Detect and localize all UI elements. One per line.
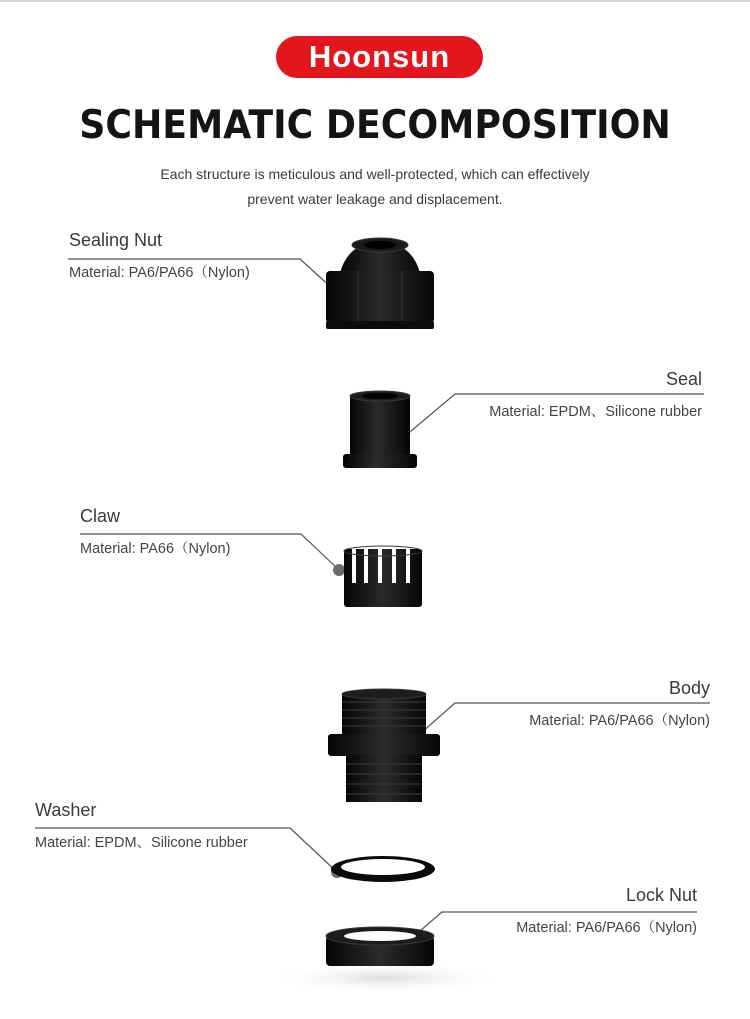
- component-material: Material: PA6/PA66（Nylon): [529, 713, 710, 729]
- seal-image: [340, 390, 420, 470]
- component-material: Material: PA66（Nylon): [80, 541, 231, 557]
- component-label-seal: [489, 369, 702, 421]
- lock-nut-image: [260, 918, 510, 998]
- component-label-washer: [35, 800, 248, 852]
- page-title: SCHEMATIC DECOMPOSITION: [79, 103, 671, 148]
- component-material: Material: EPDM、Silicone rubber: [35, 835, 248, 851]
- component-name: Body: [668, 678, 710, 698]
- brand-logo-text: Hoonsun: [308, 39, 451, 74]
- component-material: Material: PA6/PA66（Nylon): [516, 920, 697, 936]
- component-label-body: [529, 678, 710, 730]
- component-name: Lock Nut: [625, 885, 697, 905]
- claw-image: [338, 543, 428, 613]
- component-material: Material: EPDM、Silicone rubber: [489, 404, 702, 420]
- component-label-sealing-nut: [69, 230, 250, 282]
- washer-image: [328, 852, 438, 886]
- sealing-nut-image: [318, 235, 442, 335]
- component-label-lock-nut: [516, 885, 697, 937]
- component-name: Sealing Nut: [69, 230, 163, 250]
- component-label-claw: [80, 506, 230, 558]
- component-name: Claw: [80, 506, 121, 526]
- component-name: Seal: [665, 369, 702, 389]
- intro-line-2: prevent water leakage and displacement.: [247, 191, 503, 207]
- intro-line-1: Each structure is meticulous and well-protected, which can effectively: [160, 166, 590, 182]
- body-image: [324, 688, 444, 806]
- component-material: Material: PA6/PA66（Nylon): [69, 265, 250, 281]
- component-name: Washer: [35, 800, 97, 820]
